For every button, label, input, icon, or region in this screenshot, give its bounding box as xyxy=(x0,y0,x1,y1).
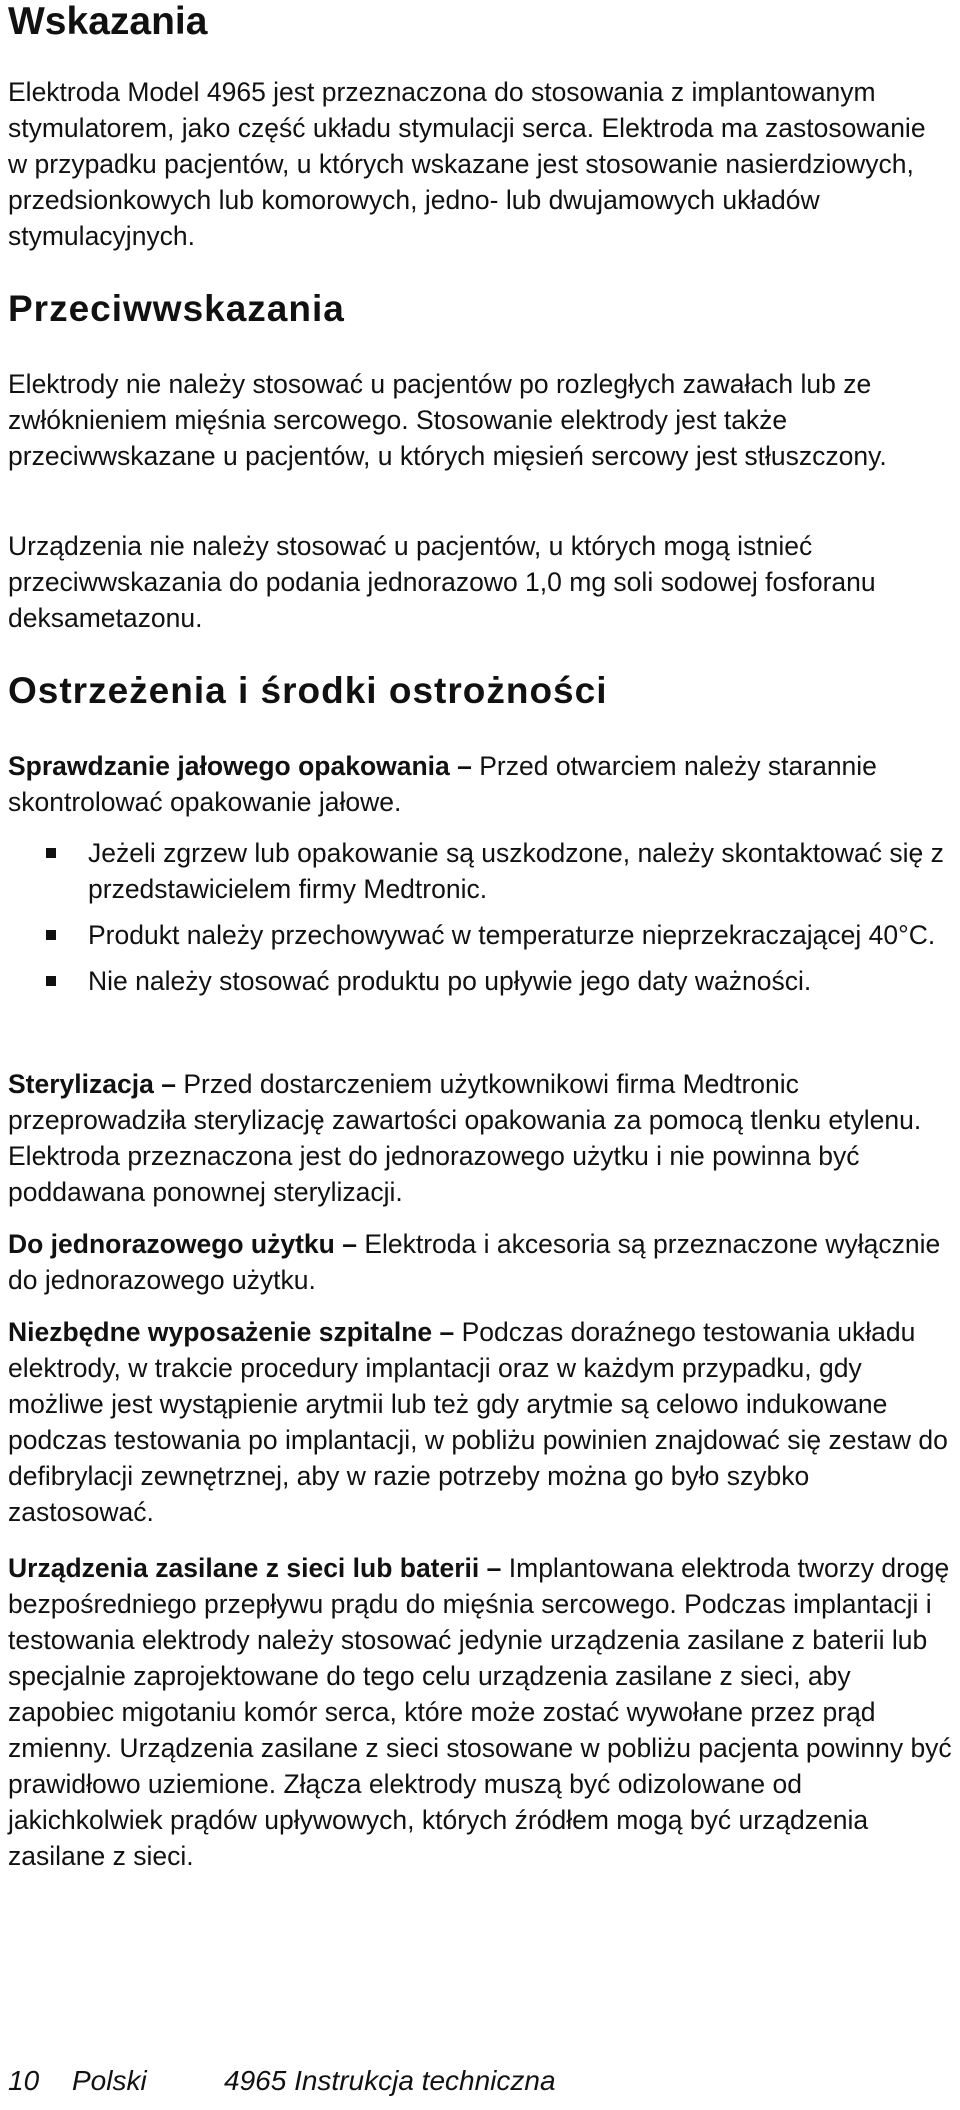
single-use-paragraph xyxy=(8,1226,952,1298)
list-item: Produkt należy przechowywać w temperaturze nieprzekraczającej 40°C. xyxy=(8,917,952,953)
sterilization-text: Przed dostarczeniem użytkownikowi firma Medtronic przeprowadziła sterylizację zawartości opakowania za pomocą tlenku etylenu. Elektroda przeznaczona jest do jednorazowego użytku i nie powinna być poddawana ponownej sterylizacji. xyxy=(8,1069,922,1207)
page-number: 10 xyxy=(8,2065,40,2096)
section-heading-contraindications: Przeciwwskazania xyxy=(8,288,345,329)
footer-language: Polski xyxy=(72,2065,147,2096)
footer-doc-title: 4965 Instrukcja techniczna xyxy=(224,2065,556,2096)
sterilization-title: Sterylizacja – xyxy=(8,1069,176,1099)
hospital-equipment-text: Podczas doraźnego testowania układu elektrody, w trakcie procedury implantacji oraz w każdym przypadku, gdy możliwe jest wystąpienie arytmii lub też gdy arytmie są celowo indukowane podczas testowania po implantacji, w pobliżu powinien znajdować się zestaw do defibrylacji zewnętrznej, aby w razie potrzeby można go było szybko zastosować. xyxy=(8,1317,948,1527)
hospital-equipment-title: Niezbędne wyposażenie szpitalne – xyxy=(8,1317,455,1347)
section-heading-warnings: Ostrzeżenia i środki ostrożności xyxy=(8,670,608,711)
single-use-title: Do jednorazowego użytku – xyxy=(8,1229,357,1259)
list-item: Nie należy stosować produktu po upływie jego daty ważności. xyxy=(8,963,952,999)
sterile-package-text: Przed otwarciem należy starannie skontrolować opakowanie jałowe. xyxy=(8,751,877,817)
bullet-square-icon xyxy=(46,930,56,940)
single-use-text: Elektroda i akcesoria są przeznaczone wyłącznie do jednorazowego użytku. xyxy=(8,1229,941,1295)
hospital-equipment-paragraph xyxy=(8,1314,952,1530)
page-footer xyxy=(8,2065,556,2097)
contraindications-paragraph-1: Elektrody nie należy stosować u pacjentów po rozległych zawałach lub ze zwłóknieniem mięśnia sercowego. Stosowanie elektrody jest także przeciwwskazane u pacjentów, u których mięsień sercowy jest stłuszczony. xyxy=(8,369,887,471)
sterilization-paragraph xyxy=(8,1066,952,1210)
list-item: Jeżeli zgrzew lub opakowanie są uszkodzone, należy skontaktować się z przedstawicielem firmy Medtronic. xyxy=(8,835,952,907)
power-devices-title: Urządzenia zasilane z sieci lub baterii – xyxy=(8,1553,502,1583)
indications-text: Elektroda Model 4965 jest przeznaczona do stosowania z implantowanym stymulatorem, jako część układu stymulacji serca. Elektroda ma zastosowanie w przypadku pacjentów, u których wskazane jest stosowanie nasierdziowych, przedsionkowych lub komorowych, jedno- lub dwujamowych układów stymulacyjnych. xyxy=(8,77,926,251)
bullet-square-icon xyxy=(46,976,56,986)
bullet-square-icon xyxy=(46,848,56,858)
section-heading-indications: Wskazania xyxy=(8,0,208,43)
power-devices-text: Implantowana elektroda tworzy drogę bezpośredniego przepływu prądu do mięśnia sercowego. Podczas implantacji i testowania elektrody należy stosować jedynie urządzenia zasilane z baterii lub specjalnie zaprojektowane do tego celu urządzenia zasilane z sieci, aby zapobiec migotaniu komór serca, które może zostać wywołane przez prąd zmienny. Urządzenia zasilane z sieci stosowane w pobliżu pacjenta powinny być prawidłowo uziemione. Złącza elektrody muszą być odizolowane od jakichkolwiek prądów upływowych, których źródłem mogą być urządzenia zasilane z sieci. xyxy=(8,1553,952,1871)
sterile-package-title: Sprawdzanie jałowego opakowania – xyxy=(8,751,472,781)
power-devices-paragraph xyxy=(8,1550,952,1874)
sterile-package-bullet-list xyxy=(8,835,952,999)
sterile-package-paragraph xyxy=(8,748,952,820)
contraindications-paragraph-2: Urządzenia nie należy stosować u pacjentów, u których mogą istnieć przeciwwskazania do podania jednorazowo 1,0 mg soli sodowej fosforanu deksametazonu. xyxy=(8,531,876,633)
